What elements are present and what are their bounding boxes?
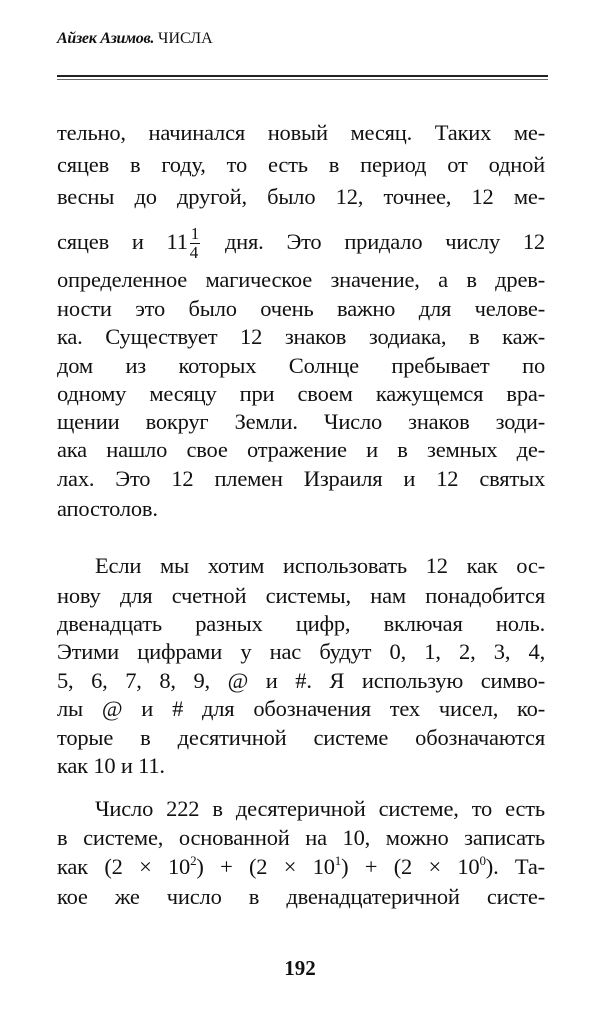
text-line: одному месяцу при своем кажущемся вра- <box>57 381 545 406</box>
text-line: нову для счетной системы, нам понадобится <box>57 583 545 608</box>
text-line: как 10 и 11. <box>57 753 165 778</box>
text-line: кое же число в двенадцатеричной систе- <box>57 884 545 909</box>
header-rule <box>57 75 548 77</box>
text-line: лы @ и # для обозначения тех чисел, ко- <box>57 696 545 721</box>
text-line: Этими цифрами у нас будут 0, 1, 2, 3, 4, <box>57 639 545 664</box>
text-line: лах. Это 12 племен Израиля и 12 святых <box>57 466 545 491</box>
text-line: Число 222 в десятеричной системе, то есть <box>95 796 545 821</box>
text-line: определенное магическое значение, а в древ- <box>57 267 545 292</box>
text-line: Если мы хотим использовать 12 как ос- <box>95 553 545 578</box>
text-line: в системе, основанной на 10, можно записать <box>57 825 545 850</box>
fraction-line: сяцев и 11 $\frac{1}{4}$ дня. Это придало числу 12 <box>57 224 545 263</box>
formula-line: как $(2 \times 10^2) + (2 \times 10^1) + (2 \times 10^0)$. Та- <box>57 853 545 879</box>
text-line: дом из которых Солнце пребывает по <box>57 353 545 378</box>
header-rule-thin <box>57 79 548 80</box>
text-line: торые в десятичной системе обозначаются <box>57 725 545 750</box>
running-header <box>57 30 213 48</box>
page-number: 192 <box>284 956 316 980</box>
text-line: тельно, начинался новый месяц. Таких ме- <box>57 120 545 145</box>
text-line: ака нашло свое отражение и в земных де- <box>57 437 545 462</box>
text-line: щении вокруг Земли. Число знаков зоди- <box>57 409 545 434</box>
text-line: 5, 6, 7, 8, 9, @ и #. Я использую симво- <box>57 668 545 693</box>
text-line: ка. Существует 12 знаков зодиака, в каж- <box>57 324 545 349</box>
fraction-one-quarter: $\frac{1}{4}$ <box>189 224 200 263</box>
text-line: двенадцать разных цифр, включая ноль. <box>57 611 545 636</box>
text-line: апостолов. <box>57 496 158 521</box>
header-author: Айзек Азимов. <box>57 30 155 47</box>
text-line: весны до другой, было 12, точнее, 12 ме- <box>57 184 545 209</box>
text-line: ности это было очень важно для челове- <box>57 296 545 321</box>
text-line: сяцев в году, то есть в период от одной <box>57 152 545 177</box>
header-title: ЧИСЛА <box>158 30 213 47</box>
